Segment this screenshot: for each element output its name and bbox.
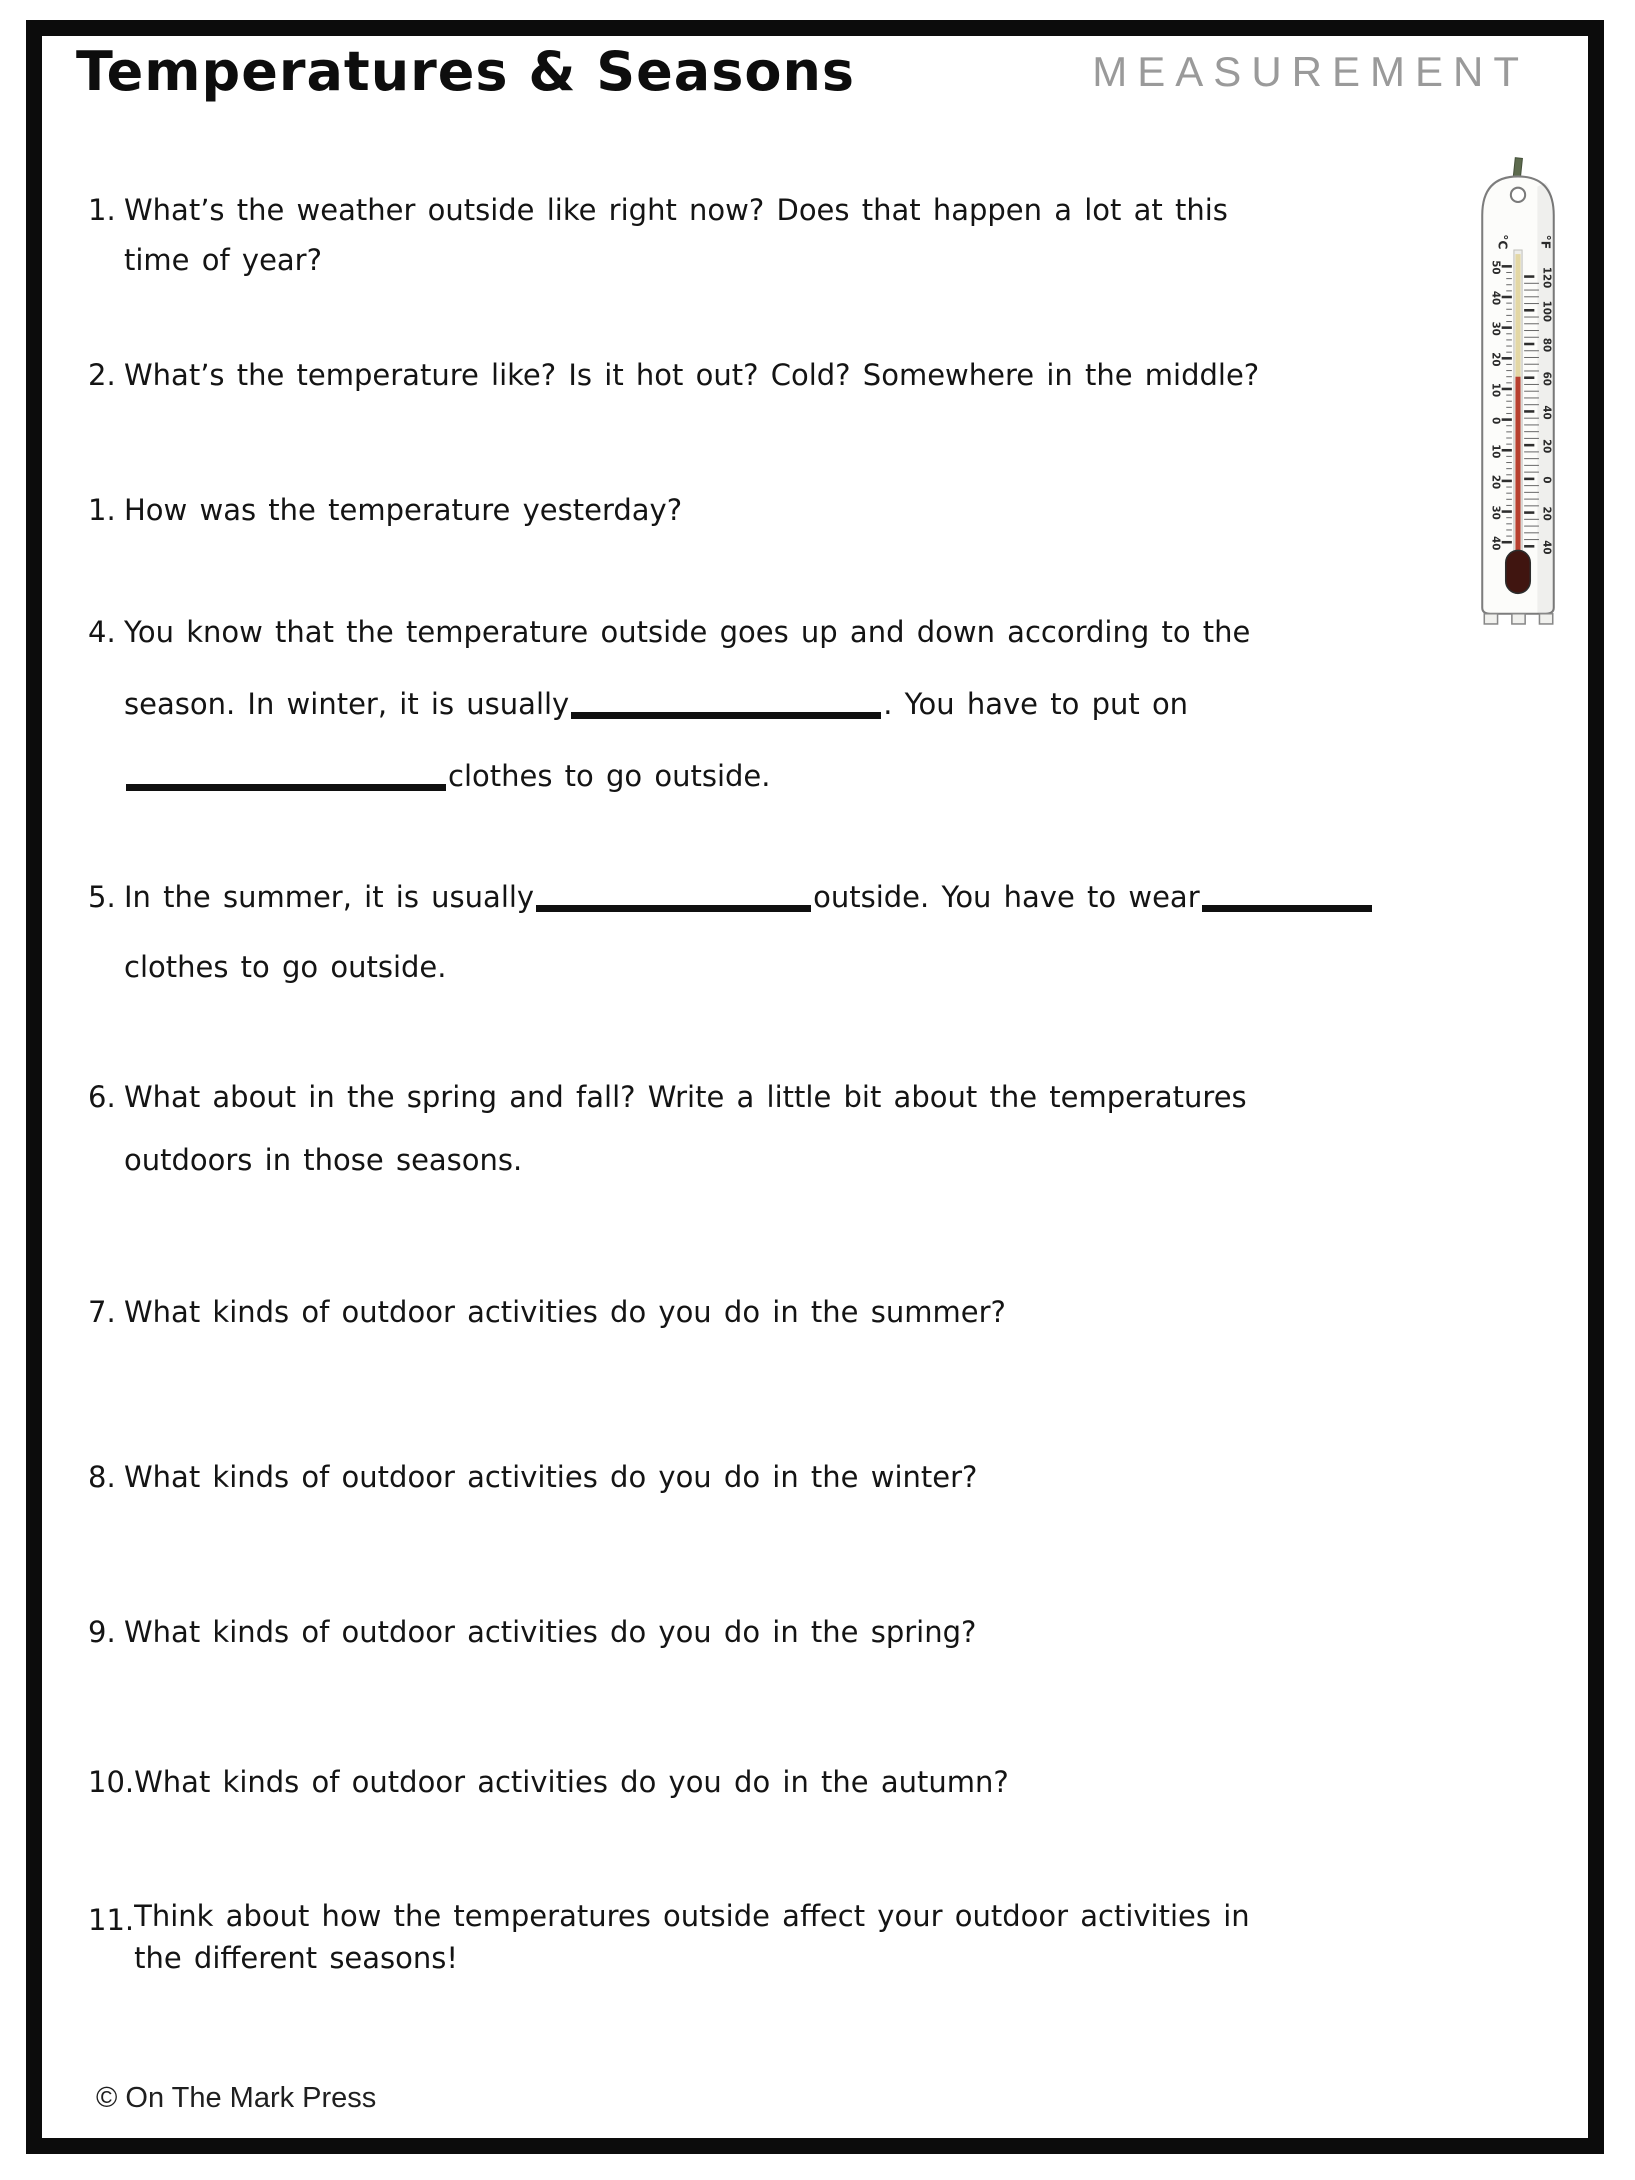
question-line bbox=[124, 1135, 1516, 1185]
question-item bbox=[88, 1607, 1516, 1657]
question-text-segment: Think about how the temperatures outside affect your outdoor activities in bbox=[134, 1899, 1250, 1933]
question-number: 2. bbox=[88, 358, 116, 392]
celsius-unit-label: °C bbox=[1495, 234, 1510, 250]
thermometer-liquid-column bbox=[1515, 377, 1520, 557]
question-text bbox=[124, 485, 1516, 535]
thermometer-upper-column bbox=[1515, 254, 1520, 377]
question-text bbox=[124, 607, 1516, 801]
question-number: 9. bbox=[88, 1615, 116, 1649]
question-text bbox=[124, 1072, 1516, 1185]
celsius-tick-label: 20 bbox=[1489, 352, 1501, 367]
fahrenheit-tick-label: 40 bbox=[1540, 405, 1552, 420]
question-text bbox=[134, 1757, 1516, 1807]
question-text-segment: . You have to put on bbox=[883, 687, 1189, 721]
question-number: 10. bbox=[88, 1765, 135, 1799]
question-line bbox=[124, 1607, 1516, 1657]
question-text-segment: outdoors in those seasons. bbox=[124, 1143, 523, 1177]
question-line bbox=[124, 1452, 1516, 1502]
question-line bbox=[124, 1072, 1516, 1122]
answer-blank[interactable] bbox=[126, 758, 446, 791]
question-line bbox=[134, 1757, 1516, 1807]
question-text-segment: How was the temperature yesterday? bbox=[124, 493, 683, 527]
celsius-tick-label: 0 bbox=[1489, 417, 1501, 425]
question-number: 1. bbox=[88, 193, 116, 227]
question-item bbox=[88, 1895, 1516, 1979]
fahrenheit-tick-label: 80 bbox=[1540, 337, 1552, 353]
question-item bbox=[88, 1072, 1516, 1185]
question-list bbox=[88, 185, 1516, 1979]
fahrenheit-tick-label: 20 bbox=[1540, 506, 1552, 521]
question-number: 4. bbox=[88, 615, 116, 649]
fahrenheit-tick-label: 0 bbox=[1540, 476, 1552, 484]
question-text-segment: clothes to go outside. bbox=[448, 759, 771, 793]
fahrenheit-tick-label: 60 bbox=[1540, 371, 1552, 386]
question-text-segment: What kinds of outdoor activities do you do in the winter? bbox=[124, 1460, 978, 1494]
celsius-tick-label: 10 bbox=[1489, 444, 1501, 459]
question-item bbox=[88, 872, 1516, 992]
question-text bbox=[124, 350, 1516, 400]
question-line bbox=[124, 872, 1516, 922]
answer-blank[interactable] bbox=[1202, 879, 1372, 912]
question-item bbox=[88, 185, 1516, 285]
celsius-tick-label: 10 bbox=[1489, 382, 1501, 398]
question-line bbox=[124, 679, 1516, 729]
fahrenheit-tick-label: 40 bbox=[1540, 540, 1552, 555]
question-item bbox=[88, 1287, 1516, 1337]
thermometer-hang-tab bbox=[1513, 158, 1522, 177]
answer-blank[interactable] bbox=[536, 879, 811, 912]
celsius-tick-label: 20 bbox=[1489, 474, 1501, 490]
question-number: 7. bbox=[88, 1295, 116, 1329]
question-text bbox=[124, 185, 1516, 285]
question-line bbox=[124, 607, 1516, 657]
question-text-segment: clothes to go outside. bbox=[124, 950, 447, 984]
question-text-segment: What kinds of outdoor activities do you do in the spring? bbox=[124, 1615, 977, 1649]
celsius-tick-label: 30 bbox=[1489, 321, 1501, 336]
question-text-segment: What about in the spring and fall? Write a little bit about the temperatures bbox=[124, 1080, 1247, 1114]
question-text-segment: season. In winter, it is usually bbox=[124, 687, 570, 721]
question-line bbox=[124, 942, 1516, 992]
fahrenheit-tick-label: 100 bbox=[1540, 300, 1552, 322]
question-text-segment: time of year? bbox=[124, 243, 322, 277]
question-text bbox=[124, 1607, 1516, 1657]
question-line bbox=[134, 1937, 1516, 1979]
question-text-segment: In the summer, it is usually bbox=[124, 880, 535, 914]
page-title: Temperatures & Seasons bbox=[76, 40, 856, 103]
celsius-tick-label: 50 bbox=[1489, 260, 1501, 275]
question-line bbox=[124, 485, 1516, 535]
question-text bbox=[124, 1287, 1516, 1337]
question-item bbox=[88, 1757, 1516, 1807]
question-item bbox=[88, 485, 1516, 535]
copyright-footer: © On The Mark Press bbox=[96, 2082, 377, 2114]
question-text-segment: the different seasons! bbox=[134, 1941, 459, 1975]
answer-blank[interactable] bbox=[571, 686, 881, 719]
question-number: 11. bbox=[88, 1903, 135, 1937]
celsius-tick-label: 30 bbox=[1489, 505, 1501, 520]
celsius-tick-label: 40 bbox=[1489, 536, 1501, 551]
fahrenheit-unit-label: °F bbox=[1538, 234, 1553, 250]
question-text-segment: outside. You have to wear bbox=[813, 880, 1200, 914]
question-number: 5. bbox=[88, 880, 116, 914]
question-line bbox=[124, 185, 1516, 235]
question-line bbox=[134, 1895, 1516, 1937]
question-item bbox=[88, 1452, 1516, 1502]
question-text-segment: What kinds of outdoor activities do you do in the summer? bbox=[124, 1295, 1006, 1329]
question-number: 6. bbox=[88, 1080, 116, 1114]
question-text-segment: What’s the weather outside like right now? Does that happen a lot at this bbox=[124, 193, 1228, 227]
question-line bbox=[124, 235, 1516, 285]
question-text-segment: What kinds of outdoor activities do you do in the autumn? bbox=[134, 1765, 1009, 1799]
question-line bbox=[124, 350, 1516, 400]
question-number: 8. bbox=[88, 1460, 116, 1494]
fahrenheit-tick-label: 120 bbox=[1540, 266, 1552, 289]
question-item bbox=[88, 607, 1516, 801]
celsius-tick-label: 40 bbox=[1489, 290, 1501, 306]
question-text-segment: What’s the temperature like? Is it hot out? Cold? Somewhere in the middle? bbox=[124, 358, 1260, 392]
question-number: 1. bbox=[88, 493, 116, 527]
thermometer-foot bbox=[1539, 614, 1552, 624]
question-text bbox=[124, 872, 1516, 992]
category-label: MEASUREMENT bbox=[1092, 48, 1529, 95]
question-item bbox=[88, 350, 1516, 400]
question-line bbox=[124, 1287, 1516, 1337]
question-text bbox=[134, 1895, 1516, 1979]
question-text bbox=[124, 1452, 1516, 1502]
fahrenheit-tick-label: 20 bbox=[1540, 439, 1552, 454]
question-line bbox=[124, 751, 1516, 801]
question-text-segment: You know that the temperature outside goes up and down according to the bbox=[124, 615, 1251, 649]
